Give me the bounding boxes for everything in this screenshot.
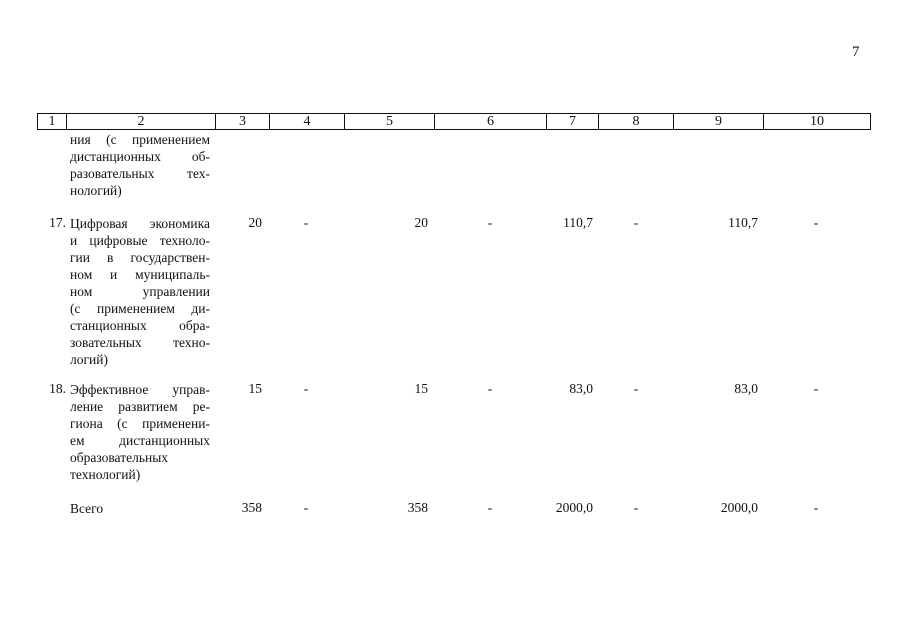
column-header-4: 4 [270,114,345,130]
row-number: 18. [49,381,66,396]
total-label: Всего [70,501,104,516]
column-header-10: 10 [764,114,871,130]
description-line: станционных обра- [70,318,210,333]
page-number: 7 [852,44,860,60]
column-header-row [38,114,871,130]
total-col-8: - [633,500,639,515]
column-header-8: 8 [599,114,674,130]
description-line: ном управлении [70,284,210,299]
column-header-7: 7 [547,114,599,130]
description-line: ном и муниципаль- [70,267,210,282]
column-header-5: 5 [345,114,435,130]
cell-col-4: - [303,215,309,230]
description-line: логий) [70,352,108,367]
row-description [70,381,210,483]
description-line: гиона (с применени- [70,416,210,431]
column-header-6: 6 [435,114,547,130]
cell-col-10: - [813,381,819,396]
total-col-6: - [487,500,493,515]
column-header-2: 2 [67,114,216,130]
cell-col-7: 83,0 [569,381,593,396]
column-header-table [37,113,871,130]
row-number: 17. [49,215,66,230]
description-line: дистанционных об- [70,149,210,164]
cell-col-6: - [487,215,493,230]
description-line: зовательных техно- [70,335,210,350]
cell-col-8: - [633,215,639,230]
continuation-description [70,131,210,199]
cell-col-9: 110,7 [728,215,758,230]
description-line: (с применением ди- [70,301,210,316]
cell-col-7: 110,7 [563,215,593,230]
total-col-3: 358 [241,500,262,515]
description-line: ем дистанционных [70,433,210,448]
total-col-10: - [813,500,819,515]
description-line: ление развитием ре- [70,399,210,414]
total-col-7: 2000,0 [555,500,593,515]
description-line: Эффективное управ- [70,382,210,397]
cell-col-5: 20 [414,215,428,230]
cell-col-3: 20 [248,215,262,230]
cell-col-6: - [487,381,493,396]
column-header-3: 3 [216,114,270,130]
description-line: образовательных [70,450,169,465]
total-col-5: 358 [407,500,428,515]
description-line: и цифровые техноло- [70,233,210,248]
cell-col-8: - [633,381,639,396]
column-header-1: 1 [38,114,67,130]
description-line: нологий) [70,183,122,198]
cell-col-9: 83,0 [734,381,758,396]
cell-col-5: 15 [414,381,428,396]
total-col-9: 2000,0 [720,500,758,515]
total-col-4: - [303,500,309,515]
column-header-9: 9 [674,114,764,130]
description-line: Цифровая экономика [70,216,210,231]
cell-col-10: - [813,215,819,230]
description-line: гии в государствен- [70,250,210,265]
cell-col-3: 15 [248,381,262,396]
description-line: ния (с применением [70,132,210,147]
description-line: технологий) [70,467,141,482]
description-line: разовательных тех- [70,166,210,181]
cell-col-4: - [303,381,309,396]
row-description [70,215,210,368]
